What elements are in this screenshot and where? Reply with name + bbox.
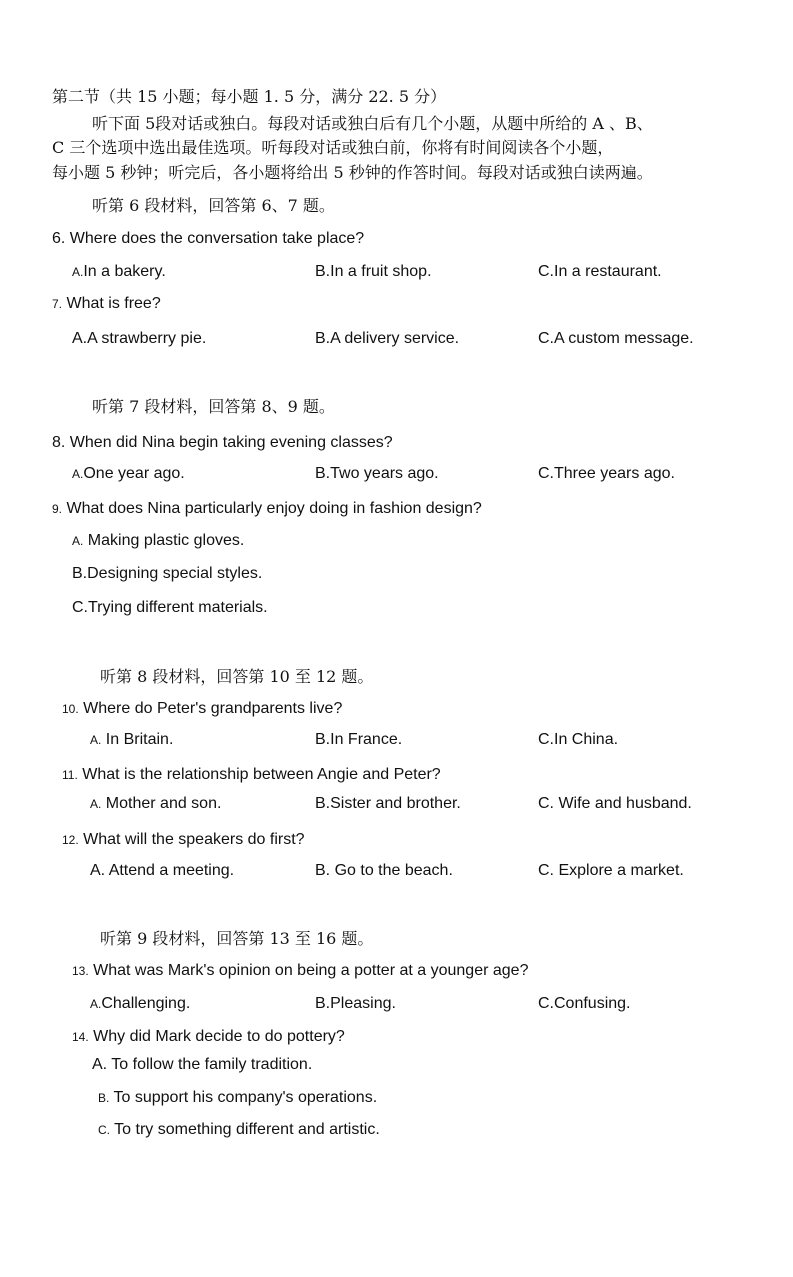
option-c: [538, 329, 694, 349]
group-heading: 听第 6 段材料，回答第 6、7 题。: [92, 196, 335, 215]
question-text: What was Mark's opinion on being a potter at a younger age?: [93, 962, 529, 979]
option-b: [315, 262, 432, 282]
option-text: In Britain.: [105, 731, 174, 748]
question-text: Where do Peter's grandparents live?: [83, 700, 343, 717]
option-text: One year ago.: [83, 465, 185, 482]
option-c: [98, 1120, 380, 1140]
option-letter: A.: [90, 733, 102, 747]
option-b: [72, 564, 262, 584]
option-letter: A.: [90, 797, 102, 811]
question-text: What is free?: [66, 295, 161, 312]
option-letter: C.: [538, 330, 554, 347]
group-heading: 听第 7 段材料，回答第 8、9 题。: [92, 397, 335, 416]
option-a: [90, 861, 234, 881]
option-c: [538, 464, 675, 484]
option-letter: C.: [538, 731, 554, 748]
option-text: Challenging.: [101, 995, 191, 1012]
question-stem: 6. Where does the conversation take place?: [52, 230, 365, 247]
instruction-line: C 三个选项中选出最佳选项。听每段对话或独白前，你将有时间阅读各个小题，: [52, 138, 614, 157]
option-text: Confusing.: [554, 995, 631, 1012]
option-b: [98, 1088, 377, 1108]
option-letter: C.: [538, 465, 554, 482]
question-number: 14.: [72, 1030, 89, 1044]
question-stem: [62, 830, 305, 850]
option-text: Making plastic gloves.: [87, 532, 245, 549]
question-number: 7.: [52, 297, 63, 311]
option-letter: A.: [72, 534, 84, 548]
option-letter: C.: [72, 599, 88, 616]
option-text: In a fruit shop.: [330, 263, 432, 280]
option-text: Wife and husband.: [558, 795, 692, 812]
option-letter: A.: [72, 265, 84, 279]
option-b: [315, 464, 439, 484]
instruction-line: 听下面 5段对话或独白。每段对话或独白后有几个小题，从题中所给的 A 、B、: [92, 114, 653, 133]
option-text: Pleasing.: [330, 995, 396, 1012]
question-text: What will the speakers do first?: [83, 831, 305, 848]
option-text: Mother and son.: [105, 795, 222, 812]
option-text: Attend a meeting.: [108, 862, 235, 879]
option-letter: B.: [315, 862, 331, 879]
option-text: Trying different materials.: [88, 599, 268, 616]
question-text: What is the relationship between Angie and Peter?: [82, 766, 441, 783]
option-letter: C.: [538, 995, 554, 1012]
option-text: Explore a market.: [558, 862, 684, 879]
option-c: [538, 861, 684, 881]
option-c: [538, 730, 618, 750]
option-text: In a bakery.: [83, 263, 166, 280]
question-text: Why did Mark decide to do pottery?: [93, 1028, 345, 1045]
option-a: [90, 794, 221, 814]
section-title: 第二节（共 15 小题；每小题 1. 5 分，满分 22. 5 分）: [52, 87, 447, 106]
option-letter: C.: [98, 1123, 110, 1137]
option-letter: B.: [98, 1091, 110, 1105]
option-text: Sister and brother.: [330, 795, 461, 812]
option-a: [72, 464, 185, 484]
option-a: [92, 1055, 312, 1075]
option-text: A strawberry pie.: [87, 330, 207, 347]
option-text: Go to the beach.: [334, 862, 453, 879]
option-text: A delivery service.: [330, 330, 460, 347]
option-text: Three years ago.: [554, 465, 675, 482]
option-letter: B.: [315, 731, 331, 748]
option-b: [315, 329, 459, 349]
option-letter: B.: [315, 263, 331, 280]
option-letter: A.: [90, 997, 102, 1011]
question-number: 11.: [62, 768, 78, 782]
question-stem: [62, 765, 441, 785]
question-number: 13.: [72, 964, 89, 978]
group-heading: 听第 9 段材料，回答第 13 至 16 题。: [100, 929, 374, 948]
option-c: [538, 794, 692, 814]
option-letter: B.: [72, 565, 88, 582]
option-a: [72, 329, 206, 349]
option-c: [538, 994, 631, 1014]
question-stem: [52, 499, 482, 519]
option-b: [315, 730, 402, 750]
option-c: [538, 262, 662, 282]
option-letter: B.: [315, 465, 331, 482]
option-a: [90, 994, 190, 1014]
option-text: To support his company's operations.: [113, 1089, 378, 1106]
option-letter: B.: [315, 330, 331, 347]
option-letter: A.: [90, 862, 106, 879]
option-letter: C.: [538, 263, 554, 280]
question-number: 12.: [62, 833, 79, 847]
option-text: A custom message.: [554, 330, 694, 347]
group-heading: 听第 8 段材料，回答第 10 至 12 题。: [100, 667, 374, 686]
option-letter: A.: [72, 330, 88, 347]
option-text: To follow the family tradition.: [111, 1056, 313, 1073]
question-stem: 8. When did Nina begin taking evening classes?: [52, 434, 393, 451]
question-stem: [72, 961, 528, 981]
option-c: [72, 598, 268, 618]
option-letter: B.: [315, 995, 331, 1012]
option-text: Designing special styles.: [87, 565, 263, 582]
option-text: In a restaurant.: [554, 263, 662, 280]
option-text: To try something different and artistic.: [114, 1121, 380, 1138]
option-a: [72, 262, 166, 282]
question-stem: [52, 294, 161, 314]
option-letter: C.: [538, 862, 554, 879]
option-letter: A.: [72, 467, 84, 481]
option-a: [90, 730, 173, 750]
option-b: [315, 994, 396, 1014]
option-letter: C.: [538, 795, 554, 812]
option-text: Two years ago.: [330, 465, 439, 482]
question-stem: [62, 699, 342, 719]
option-text: In China.: [554, 731, 619, 748]
option-a: [72, 531, 244, 551]
instruction-line: 每小题 5 秒钟；听完后，各小题将给出 5 秒钟的作答时间。每段对话或独白读两遍。: [52, 163, 653, 182]
option-letter: A.: [92, 1056, 108, 1073]
option-b: [315, 794, 461, 814]
question-number: 10.: [62, 702, 79, 716]
option-letter: B.: [315, 795, 331, 812]
question-number: 9.: [52, 502, 63, 516]
question-text: What does Nina particularly enjoy doing in fashion design?: [66, 500, 482, 517]
option-text: In France.: [330, 731, 403, 748]
option-b: [315, 861, 453, 881]
question-stem: [72, 1027, 345, 1047]
